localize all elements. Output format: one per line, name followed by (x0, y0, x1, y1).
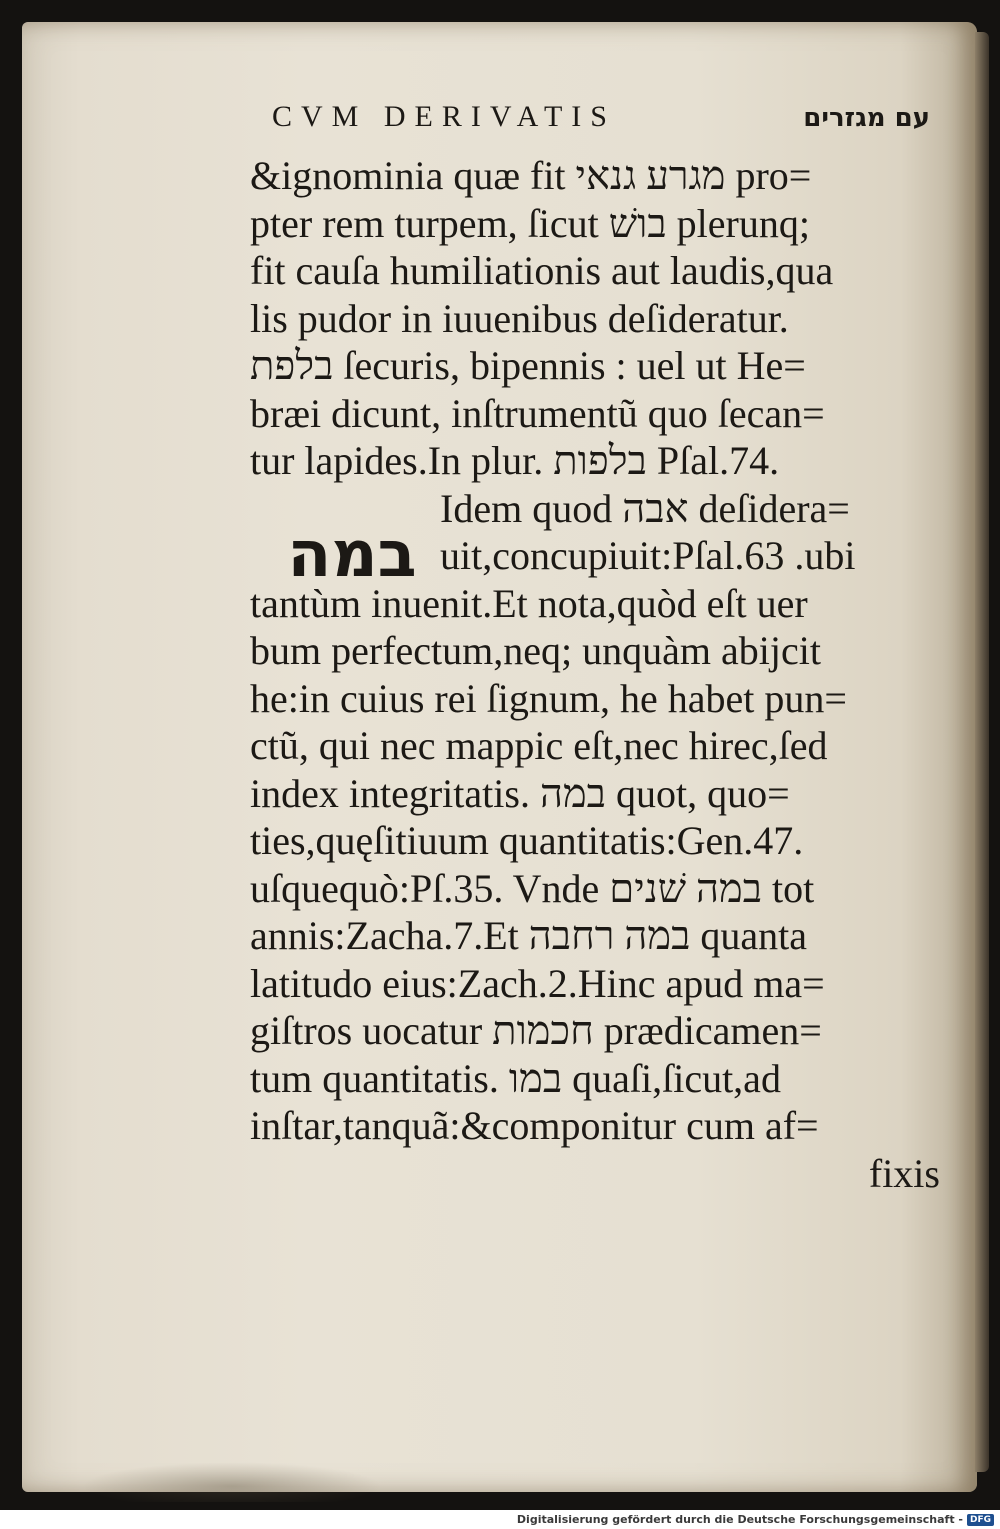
running-head (250, 100, 940, 152)
text-line: inſtar,tanquã:&componitur cum af= (250, 1103, 819, 1148)
text-line: tum quantitatis. במו quaſi,ſicut,ad (250, 1055, 781, 1101)
text-line: tantùm inuenit.Et nota,quòd eſt uer (250, 580, 808, 626)
text-line: index integritatis. במה quot, quo= (250, 770, 790, 816)
text-line: ctũ, qui nec mappic eſt,nec hirec,ſed (250, 723, 828, 768)
text-line: giſtros uocatur חכמות prædicamen= (250, 1008, 822, 1053)
text-line: uit,concupiuit:Pſal.63 .ubi (440, 533, 856, 578)
footer-text: Digitalisierung gefördert durch die Deutsche Forschungsgemeinschaft - (516, 1513, 963, 1526)
text-line: latitudo eius:Zach.2.Hinc apud ma= (250, 960, 825, 1006)
text-line: uſquequò:Pſ.35. Vnde במה שׁנים tot (250, 865, 815, 911)
text-line: tur lapides.In plur. בלפות Pſal.74. (250, 438, 780, 483)
text-line: בלפת ſecuris, bipennis : uel ut He= (250, 343, 806, 388)
page-edge (975, 32, 989, 1472)
digitization-footer (0, 1510, 1000, 1529)
text-block (250, 100, 940, 1197)
paper-stain (82, 1462, 382, 1502)
text-line: annis:Zacha.7.Et במה רחבה quanta (250, 913, 808, 958)
text-line: Idem quod אבה deſidera= (440, 485, 850, 531)
running-head-latin: CVM DERIVATIS (272, 100, 616, 133)
text-line: pter rem turpem, ſicut בושׁ plerunq; (250, 200, 810, 246)
text-line: &ignominia quæ fit מגרע גנאי pro= (250, 153, 812, 198)
dfg-logo[interactable]: DFG (967, 1514, 994, 1526)
catchword: fixis (868, 1150, 940, 1196)
text-line: bum perfectum,neq; unquàm abijcit (250, 628, 821, 673)
running-head-hebrew: עם מגזרים (803, 103, 930, 133)
text-line: ties,quęſitiuum quantitatis:Gen.47. (250, 818, 804, 863)
text-line: he:in cuius rei ſignum, he habet pun= (250, 675, 847, 721)
headword: במה (287, 518, 417, 592)
text-line: lis pudor in iuuenibus deſideratur. (250, 295, 789, 341)
text-line: bræi dicunt, inſtrumentũ quo ſecan= (250, 390, 825, 436)
text-line: fit cauſa humiliationis aut laudis,qua (250, 248, 834, 293)
